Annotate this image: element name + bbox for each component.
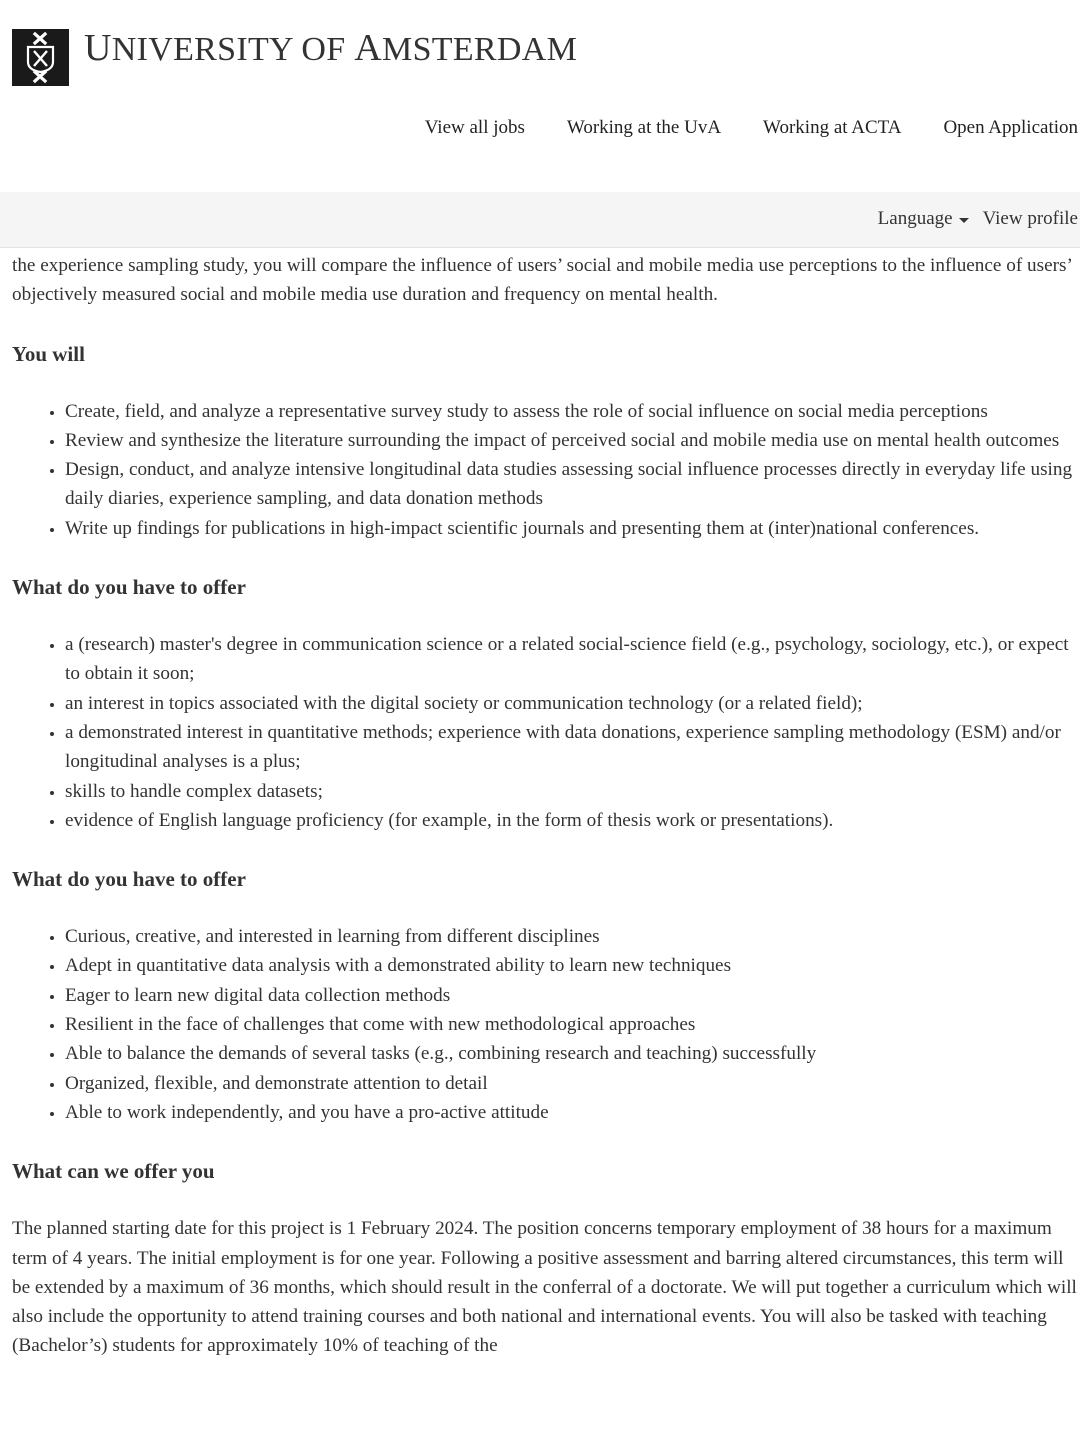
list-item: • Resilient in the face of challenges that come with new methodological approaches xyxy=(65,1010,1080,1039)
site-header xyxy=(0,0,1080,192)
list-item: • a (research) master's degree in communication science or a related social-science field (e.g., psychology, sociology, etc.), or expect to obtain it soon; xyxy=(65,630,1080,689)
brand-text-part: NIVERSITY OF xyxy=(111,31,355,68)
section-heading-requirements: What do you have to offer xyxy=(12,575,246,600)
nav-view-all-jobs[interactable]: View all jobs xyxy=(424,117,525,138)
view-profile-link[interactable]: View profile xyxy=(982,208,1078,229)
list-item: • Curious, creative, and interested in learning from different disciplines xyxy=(65,922,1080,951)
list-item: • Design, conduct, and analyze intensive longitudinal data studies assessing social influence processes directly in everyday life using daily diaries, experience sampling, and data donation methods xyxy=(65,455,1080,514)
nav-working-at-acta[interactable]: Working at ACTA xyxy=(763,117,902,138)
brand-initial-u: U xyxy=(84,27,112,69)
qualities-list xyxy=(12,922,1080,1127)
caret-down-icon xyxy=(959,218,969,223)
list-item: • Review and synthesize the literature surrounding the impact of perceived social and mobile media use on mental health outcomes xyxy=(65,426,1080,455)
language-label: Language xyxy=(877,208,953,229)
list-item: • Able to work independently, and you have a pro-active attitude xyxy=(65,1098,1080,1127)
list-item: • Adept in quantitative data analysis with a demonstrated ability to learn new techniques xyxy=(65,951,1080,980)
intro-paragraph: the experience sampling study, you will compare the influence of users’ social and mobile media use perceptions to the influence of users’ objectively measured social and mobile media use duration and frequency on mental health. xyxy=(12,255,1072,306)
uva-logo[interactable] xyxy=(12,29,69,86)
uva-crest-icon xyxy=(12,29,69,86)
utility-items xyxy=(878,208,1078,230)
utility-bar xyxy=(0,192,1080,248)
list-item: • Organized, flexible, and demonstrate attention to detail xyxy=(65,1069,1080,1098)
list-item: • a demonstrated interest in quantitative methods; experience with data donations, experience sampling methodology (ESM) and/or longitudinal analyses is a plus; xyxy=(65,718,1080,777)
list-item: • Able to balance the demands of several tasks (e.g., combining research and teaching) successfully xyxy=(65,1039,1080,1068)
you-will-list xyxy=(12,397,1080,543)
requirements-list xyxy=(12,630,1080,835)
section-heading-you-will: You will xyxy=(12,341,85,366)
list-item: • skills to handle complex datasets; xyxy=(65,777,1080,806)
offer-paragraph: The planned starting date for this project is 1 February 2024. The position concerns temporary employment of 38 hours for a maximum term of 4 years. The initial employment is for one year. Following a positive assessment and barring altered circumstances, this term will be extended by a maximum of 36 months, which should result in the conferral of a doctorate. We will put together a curriculum which will also include the opportunity to attend training courses and both national and international events. You will also be tasked with teaching (Bachelor’s) students for approximately 10% of teaching of the xyxy=(12,1218,1077,1357)
section-heading-offer: What can we offer you xyxy=(12,1159,215,1184)
section-heading-qualities: What do you have to offer xyxy=(12,867,246,892)
list-item: • an interest in topics associated with the digital society or communication technology (or a related field); xyxy=(65,689,1080,718)
list-item: • Write up findings for publications in high-impact scientific journals and presenting them at (inter)national conferences. xyxy=(65,514,1080,543)
brand-initial-a: A xyxy=(354,27,383,69)
list-item: • Create, field, and analyze a representative survey study to assess the role of social influence on social media perceptions xyxy=(65,397,1080,426)
job-description xyxy=(0,248,1080,1361)
list-item: • evidence of English language proficiency (for example, in the form of thesis work or presentations). xyxy=(65,806,1080,835)
language-dropdown[interactable] xyxy=(878,208,969,230)
brand-text-part-end: MSTERDAM xyxy=(382,31,578,68)
nav-open-application[interactable]: Open Application xyxy=(943,117,1078,138)
list-item: • Eager to learn new digital data collection methods xyxy=(65,981,1080,1010)
nav-working-at-uva[interactable]: Working at the UvA xyxy=(566,117,722,138)
brand-name[interactable] xyxy=(84,26,577,70)
main-nav xyxy=(425,117,1078,139)
